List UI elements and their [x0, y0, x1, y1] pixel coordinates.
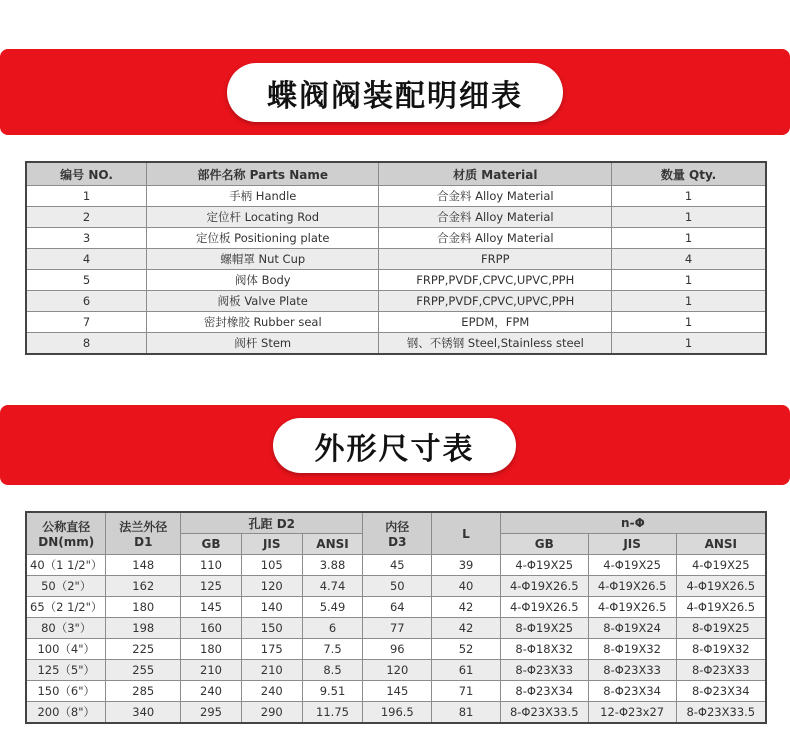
cell-d2-jis: 120	[241, 576, 302, 597]
cell-d2-gb: 240	[181, 681, 242, 702]
cell-d3: 77	[363, 618, 432, 639]
cell-l: 71	[432, 681, 501, 702]
cell-d3: 120	[363, 660, 432, 681]
cell-nphi-ansi: 4-Φ19X25	[676, 555, 766, 576]
header-d2-gb: GB	[181, 534, 242, 555]
cell-l: 81	[432, 702, 501, 724]
cell-d3: 64	[363, 597, 432, 618]
cell-d2-jis: 150	[241, 618, 302, 639]
cell-d1: 148	[106, 555, 181, 576]
header-nphi-gb: GB	[500, 534, 588, 555]
table-row	[26, 228, 766, 249]
cell-dn: 200（8"）	[26, 702, 106, 724]
cell-no: 6	[26, 291, 147, 312]
header-d3: 内径 D3	[363, 512, 432, 555]
cell-d3: 45	[363, 555, 432, 576]
section-title-dimensions: 外形尺寸表	[273, 418, 516, 473]
cell-parts-name: 密封橡胶 Rubber seal	[147, 312, 379, 333]
cell-nphi-gb: 4-Φ19X26.5	[500, 597, 588, 618]
table-row	[26, 249, 766, 270]
cell-nphi-jis: 4-Φ19X26.5	[588, 597, 676, 618]
cell-nphi-gb: 8-Φ23X33	[500, 660, 588, 681]
cell-qty: 1	[612, 207, 766, 228]
cell-dn: 50（2"）	[26, 576, 106, 597]
cell-d2-jis: 210	[241, 660, 302, 681]
cell-no: 4	[26, 249, 147, 270]
cell-qty: 4	[612, 249, 766, 270]
table-row	[26, 207, 766, 228]
cell-qty: 1	[612, 228, 766, 249]
cell-qty: 1	[612, 270, 766, 291]
cell-d2-ansi: 8.5	[302, 660, 363, 681]
cell-no: 3	[26, 228, 147, 249]
table-row	[26, 597, 766, 618]
table-row	[26, 555, 766, 576]
table-row	[26, 639, 766, 660]
cell-nphi-jis: 8-Φ19X32	[588, 639, 676, 660]
cell-parts-name: 阀杆 Stem	[147, 333, 379, 355]
dims-header-row-1	[26, 512, 766, 534]
cell-d1: 225	[106, 639, 181, 660]
cell-dn: 65（2 1/2"）	[26, 597, 106, 618]
cell-d3: 96	[363, 639, 432, 660]
cell-nphi-ansi: 8-Φ23X33.5	[676, 702, 766, 724]
table-row	[26, 270, 766, 291]
cell-no: 8	[26, 333, 147, 355]
header-d2-jis: JIS	[241, 534, 302, 555]
cell-d2-gb: 110	[181, 555, 242, 576]
table-row	[26, 186, 766, 207]
cell-material: FRPP,PVDF,CPVC,UPVC,PPH	[379, 270, 612, 291]
cell-nphi-ansi: 8-Φ23X33	[676, 660, 766, 681]
cell-no: 7	[26, 312, 147, 333]
cell-qty: 1	[612, 312, 766, 333]
header-d2-ansi: ANSI	[302, 534, 363, 555]
cell-dn: 150（6"）	[26, 681, 106, 702]
table-row	[26, 312, 766, 333]
header-nphi-jis: JIS	[588, 534, 676, 555]
cell-material: FRPP	[379, 249, 612, 270]
cell-l: 42	[432, 597, 501, 618]
cell-d2-ansi: 6	[302, 618, 363, 639]
cell-no: 2	[26, 207, 147, 228]
cell-dn: 40（1 1/2"）	[26, 555, 106, 576]
parts-table	[25, 161, 767, 355]
cell-material: FRPP,PVDF,CPVC,UPVC,PPH	[379, 291, 612, 312]
cell-d2-gb: 125	[181, 576, 242, 597]
cell-nphi-jis: 8-Φ23X34	[588, 681, 676, 702]
cell-d1: 340	[106, 702, 181, 724]
cell-parts-name: 阀板 Valve Plate	[147, 291, 379, 312]
header-parts-name: 部件名称 Parts Name	[147, 162, 379, 186]
cell-qty: 1	[612, 186, 766, 207]
cell-nphi-ansi: 8-Φ19X25	[676, 618, 766, 639]
cell-qty: 1	[612, 291, 766, 312]
cell-d2-gb: 145	[181, 597, 242, 618]
header-no: 编号 NO.	[26, 162, 147, 186]
cell-nphi-gb: 4-Φ19X26.5	[500, 576, 588, 597]
cell-l: 40	[432, 576, 501, 597]
cell-d3: 50	[363, 576, 432, 597]
dimensions-table	[25, 511, 767, 724]
cell-nphi-ansi: 4-Φ19X26.5	[676, 597, 766, 618]
cell-l: 52	[432, 639, 501, 660]
cell-nphi-jis: 8-Φ19X24	[588, 618, 676, 639]
cell-d2-jis: 290	[241, 702, 302, 724]
cell-d2-jis: 105	[241, 555, 302, 576]
cell-d2-jis: 240	[241, 681, 302, 702]
cell-nphi-jis: 4-Φ19X25	[588, 555, 676, 576]
header-n-phi: n-Φ	[500, 512, 766, 534]
table-row	[26, 702, 766, 724]
section-title-assembly: 蝶阀阀装配明细表	[227, 63, 563, 122]
cell-material: 合金料 Alloy Material	[379, 186, 612, 207]
cell-d1: 180	[106, 597, 181, 618]
cell-d2-jis: 175	[241, 639, 302, 660]
cell-nphi-gb: 8-Φ19X25	[500, 618, 588, 639]
cell-d2-ansi: 3.88	[302, 555, 363, 576]
cell-nphi-gb: 4-Φ19X25	[500, 555, 588, 576]
cell-d2-ansi: 7.5	[302, 639, 363, 660]
cell-parts-name: 螺帽罩 Nut Cup	[147, 249, 379, 270]
header-material: 材质 Material	[379, 162, 612, 186]
cell-d2-ansi: 4.74	[302, 576, 363, 597]
cell-nphi-jis: 4-Φ19X26.5	[588, 576, 676, 597]
cell-qty: 1	[612, 333, 766, 355]
cell-dn: 125（5"）	[26, 660, 106, 681]
cell-d2-jis: 140	[241, 597, 302, 618]
header-qty: 数量 Qty.	[612, 162, 766, 186]
cell-nphi-jis: 12-Φ23x27	[588, 702, 676, 724]
cell-material: 合金料 Alloy Material	[379, 207, 612, 228]
cell-nphi-gb: 8-Φ23X33.5	[500, 702, 588, 724]
cell-d2-gb: 210	[181, 660, 242, 681]
cell-no: 1	[26, 186, 147, 207]
cell-material: 合金料 Alloy Material	[379, 228, 612, 249]
cell-parts-name: 定位板 Positioning plate	[147, 228, 379, 249]
cell-material: EPDM，FPM	[379, 312, 612, 333]
cell-d2-gb: 180	[181, 639, 242, 660]
cell-material: 钢、不锈钢 Steel,Stainless steel	[379, 333, 612, 355]
parts-header-row	[26, 162, 766, 186]
table-row	[26, 618, 766, 639]
header-l: L	[432, 512, 501, 555]
header-hole-distance: 孔距 D2	[181, 512, 363, 534]
header-dn: 公称直径 DN(mm)	[26, 512, 106, 555]
cell-d1: 198	[106, 618, 181, 639]
cell-d2-ansi: 5.49	[302, 597, 363, 618]
cell-d1: 255	[106, 660, 181, 681]
cell-d3: 196.5	[363, 702, 432, 724]
table-row	[26, 681, 766, 702]
cell-parts-name: 手柄 Handle	[147, 186, 379, 207]
cell-l: 61	[432, 660, 501, 681]
cell-nphi-gb: 8-Φ18X32	[500, 639, 588, 660]
header-d1: 法兰外径 D1	[106, 512, 181, 555]
cell-d3: 145	[363, 681, 432, 702]
cell-d2-ansi: 9.51	[302, 681, 363, 702]
header-nphi-ansi: ANSI	[676, 534, 766, 555]
cell-dn: 100（4"）	[26, 639, 106, 660]
cell-nphi-ansi: 8-Φ19X32	[676, 639, 766, 660]
table-row	[26, 660, 766, 681]
cell-parts-name: 阀体 Body	[147, 270, 379, 291]
table-row	[26, 333, 766, 355]
cell-nphi-gb: 8-Φ23X34	[500, 681, 588, 702]
cell-parts-name: 定位杆 Locating Rod	[147, 207, 379, 228]
cell-no: 5	[26, 270, 147, 291]
cell-nphi-ansi: 4-Φ19X26.5	[676, 576, 766, 597]
table-row	[26, 291, 766, 312]
cell-l: 42	[432, 618, 501, 639]
cell-d2-ansi: 11.75	[302, 702, 363, 724]
cell-nphi-ansi: 8-Φ23X34	[676, 681, 766, 702]
cell-d1: 285	[106, 681, 181, 702]
table-row	[26, 576, 766, 597]
cell-d1: 162	[106, 576, 181, 597]
cell-l: 39	[432, 555, 501, 576]
cell-dn: 80（3"）	[26, 618, 106, 639]
cell-d2-gb: 160	[181, 618, 242, 639]
cell-nphi-jis: 8-Φ23X33	[588, 660, 676, 681]
cell-d2-gb: 295	[181, 702, 242, 724]
